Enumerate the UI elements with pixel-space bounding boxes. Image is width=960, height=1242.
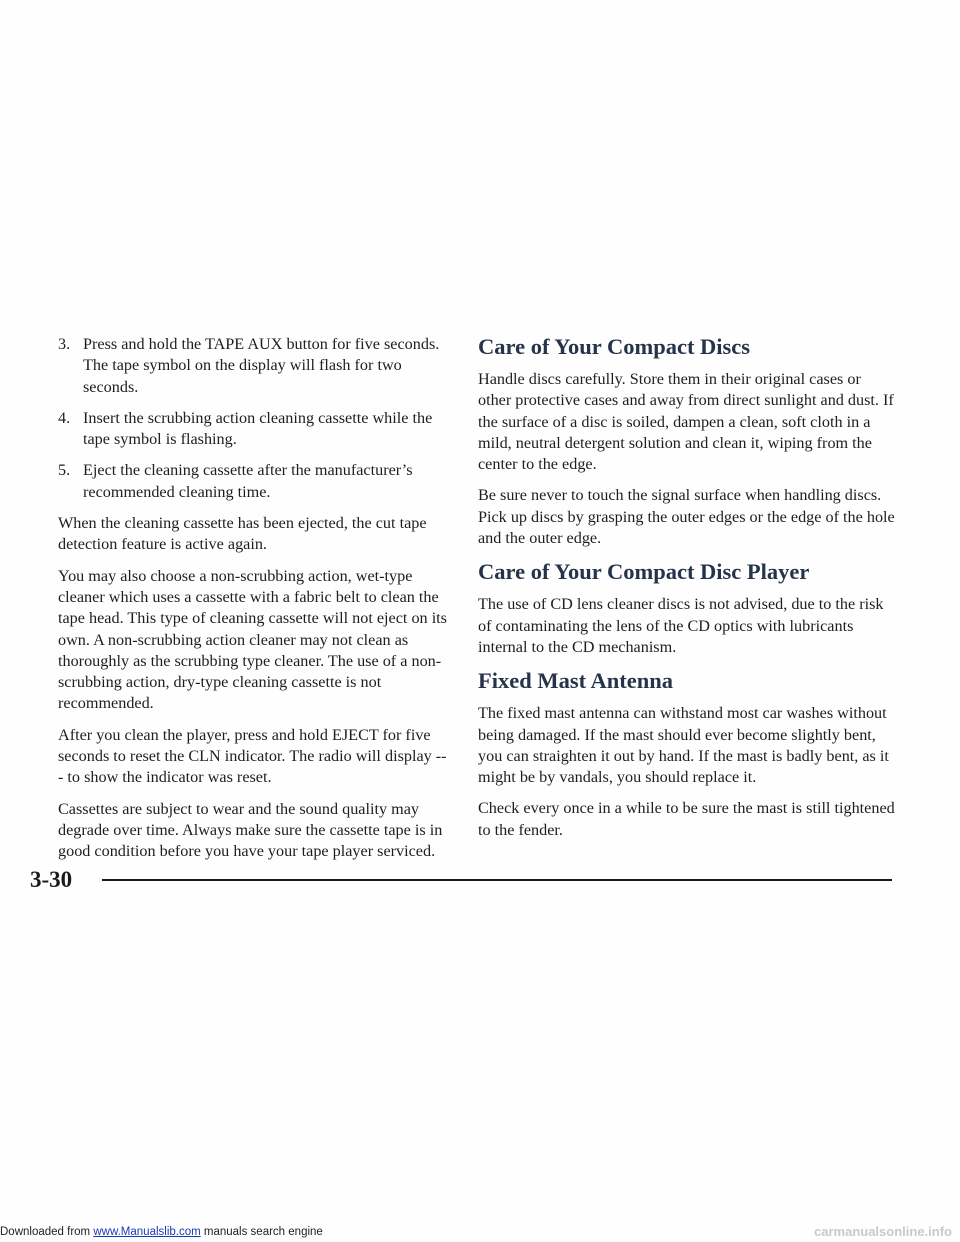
body-paragraph: Be sure never to touch the signal surface when handling discs. Pick up discs by grasping the outer edges or the edge of the hole and the outer edge. [478,486,895,548]
left-column [58,334,450,873]
step-number: 5. [58,461,71,480]
body-paragraph: Check every once in a while to be sure the mast is still tightened to the fender. [478,799,895,839]
download-suffix: manuals search engine [200,1226,323,1238]
step-item [58,408,450,451]
body-paragraph: When the cleaning cassette has been ejected, the cut tape detection feature is active again. [58,514,427,554]
section-heading: Care of Your Compact Disc Player [478,559,810,585]
step-text: Press and hold the TAPE AUX button for five seconds. The tape symbol on the display will flash for two seconds. [83,335,440,396]
section-heading: Care of Your Compact Discs [478,334,751,359]
section-heading: Fixed Mast Antenna [478,668,674,694]
page-footer [30,868,892,892]
step-text: Insert the scrubbing action cleaning cassette while the tape symbol is flashing. [83,408,433,449]
manualslib-link[interactable]: www.Manualslib.com [93,1226,201,1238]
step-item [58,460,450,503]
body-paragraph: The use of CD lens cleaner discs is not advised, due to the risk of contaminating the lens of the CD optics with lubricants internal to the CD mechanism. [478,595,884,656]
body-paragraph: Handle discs carefully. Store them in their original cases or other protective cases and away from direct sunlight and dust. If the surface of a disc is soiled, dampen a clean, soft cloth in a mild, neutral detergent solution and clean it, wiping from the center to the edge. [478,370,894,474]
download-prefix: Downloaded from [0,1226,94,1238]
watermark: carmanualsonline.info [814,1224,952,1239]
step-text: Eject the cleaning cassette after the manufacturer’s recommended cleaning time. [83,461,413,501]
download-source-bar [0,1226,323,1238]
body-paragraph: After you clean the player, press and hold EJECT for five seconds to reset the CLN indicator. The radio will display --- to show the indicator was reset. [58,725,447,787]
page-number: 3-30 [30,867,73,892]
section-mast-antenna [478,668,898,841]
step-number: 3. [58,335,71,353]
step-item [58,334,450,398]
section-disc-player [478,559,898,658]
body-paragraph: You may also choose a non-scrubbing action, wet-type cleaner which uses a cassette with a fabric belt to clean the tape head. This type of cleaning cassette will not eject on its own. A non-scrubbing action cleaner may not clean as thoroughly as the scrubbing type cleaner. The use of a non-scrubbing action, dry-type cleaning cassette is not recommended. [58,566,447,713]
body-paragraph: Cassettes are subject to wear and the sound quality may degrade over time. Always make sure the cassette tape is in good condition before you have your tape player serviced. [58,799,443,861]
footer-rule [102,879,892,881]
cleaning-steps-list [58,334,450,503]
section-compact-discs [478,334,898,549]
body-paragraph: The fixed mast antenna can withstand most car washes without being damaged. If the mast should ever become slightly bent, you can straighten it out by hand. If the mast is badly bent, as it might be by vandals, you should replace it. [478,704,889,787]
step-number: 4. [58,408,71,427]
right-column [478,334,898,851]
